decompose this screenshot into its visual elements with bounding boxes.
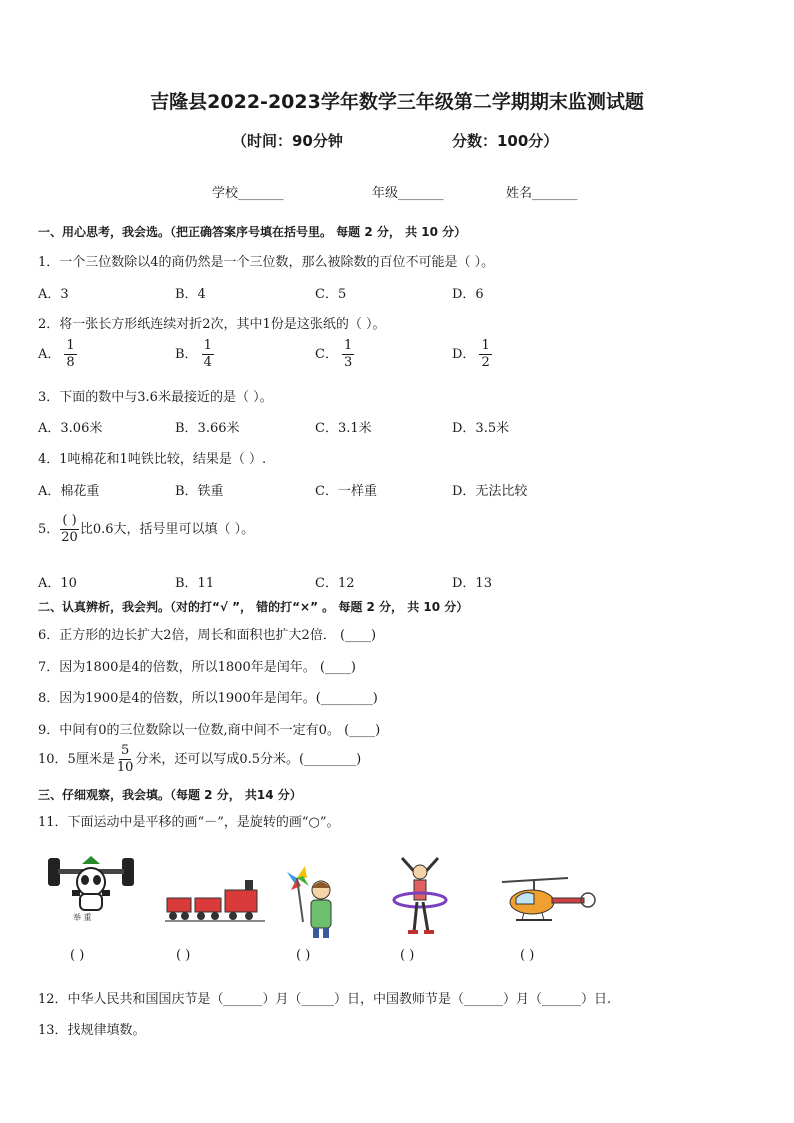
question-12: 12．中华人民共和国国庆节是（______）月（_____）日，中国教师节是（______）月（______）日. <box>38 992 612 1007</box>
q5-option-d: D．13 <box>452 576 492 591</box>
q1-option-b: B．4 <box>175 287 206 302</box>
fraction: $\frac{( )}{20}$ <box>61 513 78 545</box>
q5-option-c: C．12 <box>315 576 355 591</box>
fraction: $\frac{1}{4}$ <box>203 338 212 370</box>
question-8: 8．因为1900是4的倍数，所以1900年是闰年。(________) <box>38 691 378 706</box>
school-field: 学校_______ <box>212 186 284 201</box>
weightlifting-caption: 举 重 <box>73 913 92 922</box>
q3-option-d: D．3.5米 <box>452 421 510 436</box>
fraction: $\frac{5}{10}$ <box>116 743 134 775</box>
q1-option-d: D．6 <box>452 287 484 302</box>
q4-option-d: D．无法比较 <box>452 484 528 499</box>
section1-heading: 一、用心思考，我会选。（把正确答案序号填在括号里。 每题 2 分， 共 10 分） <box>38 225 467 239</box>
q1-option-a: A．3 <box>38 287 69 302</box>
q1-option-c: C．5 <box>315 287 347 302</box>
question-7: 7．因为1800是4的倍数，所以1800年是闰年。 (____) <box>38 660 356 675</box>
toy-train-picture <box>165 876 265 922</box>
q2-option-b: B． $\frac{1}{4}$ <box>175 338 212 370</box>
question-13: 13．找规律填数。 <box>38 1023 146 1038</box>
q4-option-a: A．棉花重 <box>38 484 100 499</box>
fraction: $\frac{1}{2}$ <box>481 338 490 370</box>
section3-heading: 三、仔细观察，我会填。（每题 2 分， 共14 分） <box>38 788 302 802</box>
answer-paren-4[interactable]: ( ) <box>400 948 415 963</box>
q3-option-c: C．3.1米 <box>315 421 372 436</box>
name-field: 姓名_______ <box>506 186 578 201</box>
fraction: $\frac{1}{8}$ <box>66 338 75 370</box>
hula-hoop-girl-picture <box>390 854 450 938</box>
question-1: 1．一个三位数除以4的商仍然是一个三位数，那么被除数的百位不可能是（ ）。 <box>38 255 495 270</box>
q3-option-a: A．3.06米 <box>38 421 103 436</box>
question-2: 2．将一张长方形纸连续对折2次，其中1份是这张纸的（ ）。 <box>38 317 386 332</box>
helicopter-picture <box>494 876 598 926</box>
exam-score: 分数：100分） <box>452 132 559 150</box>
question-10: 10．5厘米是 $\frac{5}{10}$ 分米，还可以写成0.5分米。(________) <box>38 743 362 775</box>
q2-option-d: D． $\frac{1}{2}$ <box>452 338 490 370</box>
question-5: 5． $\frac{( )}{20}$ 比0.6大，括号里可以填（ ）。 <box>38 513 255 545</box>
page-title: 吉隆县2022-2023学年数学三年级第二学期期末监测试题 <box>150 91 644 113</box>
question-9: 9．中间有0的三位数除以一位数,商中间不一定有0。 (____) <box>38 723 381 738</box>
answer-paren-1[interactable]: ( ) <box>70 948 85 963</box>
answer-paren-5[interactable]: ( ) <box>520 948 535 963</box>
q4-option-b: B．铁重 <box>175 484 224 499</box>
q2-option-a: A． $\frac{1}{8}$ <box>38 338 75 370</box>
section2-heading: 二、认真辨析，我会判。（对的打“√ ”， 错的打“×” 。 每题 2 分， 共 10 分） <box>38 600 469 614</box>
question-3: 3．下面的数中与3.6米最接近的是（ ）。 <box>38 390 273 405</box>
q5-option-a: A．10 <box>38 576 77 591</box>
question-4: 4．1吨棉花和1吨铁比较，结果是（ ）. <box>38 452 267 467</box>
boy-with-pinwheel-picture <box>285 864 341 940</box>
q3-option-b: B．3.66米 <box>175 421 240 436</box>
fraction: $\frac{1}{3}$ <box>343 338 353 370</box>
answer-paren-2[interactable]: ( ) <box>176 948 191 963</box>
answer-paren-3[interactable]: ( ) <box>296 948 311 963</box>
q5-option-b: B．11 <box>175 576 215 591</box>
q4-option-c: C．一样重 <box>315 484 377 499</box>
question-11: 11．下面运动中是平移的画“－”，是旋转的画“○”。 <box>38 815 340 830</box>
exam-time: （时间：90分钟 <box>232 132 343 150</box>
grade-field: 年级_______ <box>372 186 444 201</box>
question-6: 6．正方形的边长扩大2倍，周长和面积也扩大2倍． (____) <box>38 628 377 643</box>
q2-option-c: C． $\frac{1}{3}$ <box>315 338 353 370</box>
